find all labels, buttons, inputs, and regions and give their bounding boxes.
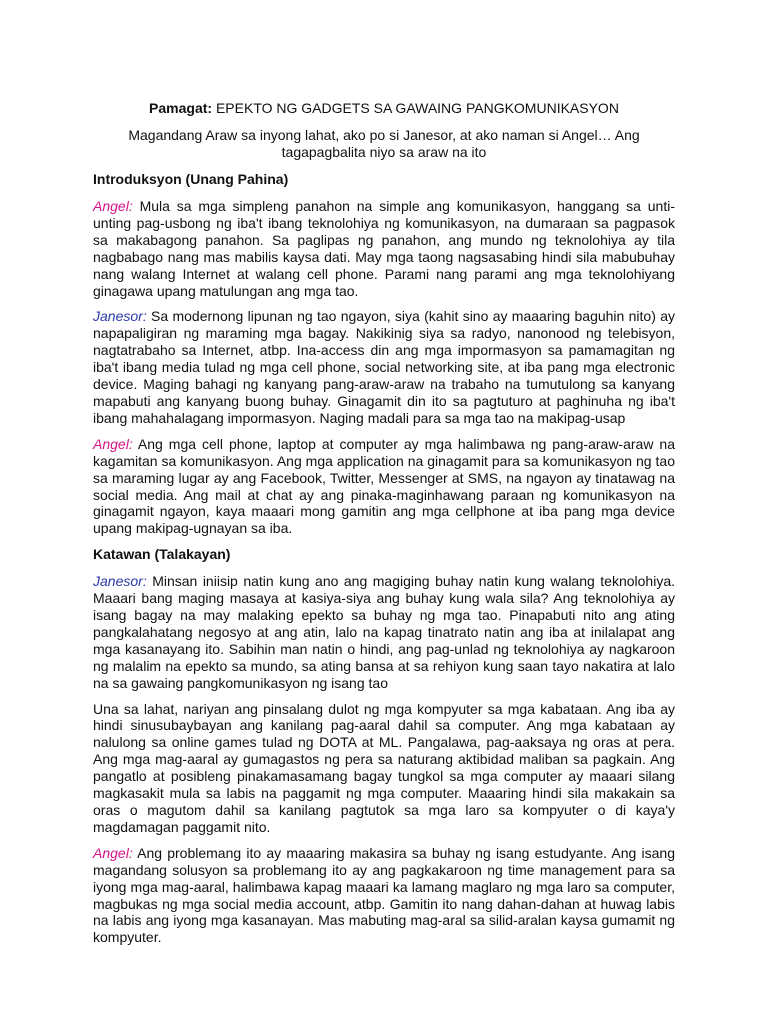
- speaker-name: Janesor: [93, 308, 143, 325]
- speaker-name: Janesor: [93, 573, 143, 590]
- paragraph-text: Mula sa mga simpleng panahon na simple ang komunikasyon, hanggang sa unti-unting pag-usbong ng iba't ibang teknolohiya ng komunikasyon, na dumaraan sa pagpasok sa makabagong panahon. Sa paglipas ng panahon, ang mundo ng teknolohiya ay tila nagbabago nang mas mabilis kaysa dati. May mga taong nagsasabing hindi sila mabubuhay nang walang Internet at walang cell phone. Parami nang parami ang mga teknolohiyang ginagawa upang matulungan ang mga tao.: [93, 198, 675, 299]
- speaker-colon: :: [142, 308, 147, 325]
- paragraph-text: Ang mga cell phone, laptop at computer ay mga halimbawa ng pang-araw-araw na kagamitan sa komunikasyon. Ang mga application na ginagamit para sa komunikasyon ng tao sa maraming lugar ay ang Facebook, Twitter, Messenger at SMS, na ngayon ay tinatawag na social media. Ang mail at chat ay ang pinaka-maginhawang paraan ng komunikasyon na ginagamit ngayon, kaya maaari mong gamitin ang mga cellphone at iba pang mga device upang makipag-ugnayan sa iba.: [93, 435, 675, 537]
- title-text: EPEKTO NG GADGETS SA GAWAING PANGKOMUNIKASYON: [215, 100, 619, 116]
- paragraph-text: Ang problemang ito ay maaaring makasira sa buhay ng isang estudyante. Ang isang magandang solusyon sa problemang ito ay ang pagkakaroon ng time management para sa iyong mga mag-aaral, halimbawa kapag maaari ka lamang maglaro ng mga laro sa computer, magbukas ng mga social media account, atbp. Gamitin ito nang dahan-dahan at huwag labis na labis ang iyong mga kasanayan. Mas mabuting mag-aral sa silid-aralan kaysa gumamit ng kompyuter.: [93, 844, 675, 946]
- paragraph: [93, 436, 675, 537]
- paragraph: [93, 573, 675, 691]
- speaker-colon: :: [142, 573, 147, 590]
- speaker-colon: :: [128, 844, 133, 861]
- speaker-name: Angel: [93, 198, 129, 214]
- paragraph-text: Una sa lahat, nariyan ang pinsalang dulot ng mga kompyuter sa mga kabataan. Ang iba ay hindi sinusubaybayan ang kanilang pag-aaral dahil sa computer. Ang mga kabataan ay nalulong sa online games tulad ng DOTA at ML. Pangalawa, pag-aaksaya ng oras at pera. Ang mga mag-aaral ay gumagastos ng pera sa naturang aktibidad maliban sa pagkain. Ang pangatlo at posibleng pinakamasamang bagay tungkol sa mga computer ay maaari silang magkasakit mula sa labis na paggamit ng mga computer. Maaaring hindi sila makakain sa oras o magutom dahil sa kanilang pagtutok sa mga laro sa kompyuter o di kaya'y magdamagan paggamit nito.: [93, 700, 675, 835]
- paragraph: [93, 845, 675, 946]
- paragraph-text: Sa modernong lipunan ng tao ngayon, siya (kahit sino ay maaaring baguhin nito) ay napapaligiran ng maraming mga bagay. Nakikinig siya sa radyo, nanonood ng telebisyon, nagtatrabaho sa Internet, atbp. Ina-access din ang mga impormasyon sa pamamagitan ng iba't ibang media tulad ng mga cell phone, social networking site, at iba pang mga electronic device. Maging bahagi ng kanyang pang-araw-araw na trabaho na tumutulong sa kanyang mapabuti ang kanyang buong buhay. Ginagamit din ito sa pagtuturo at paghinuha ng iba't ibang mahahalagang impormasyon. Naging madali para sa mga tao na makipag-usap: [93, 308, 675, 426]
- document-page: [93, 100, 675, 955]
- section-heading-katawan: Katawan (Talakayan): [93, 546, 231, 563]
- speaker-name: Angel: [93, 435, 129, 452]
- paragraph: [93, 308, 675, 426]
- paragraph: [93, 701, 675, 836]
- paragraph: [93, 198, 675, 299]
- speaker-colon: :: [128, 198, 133, 214]
- speaker-colon: :: [128, 435, 133, 452]
- paragraph-text: Minsan iniisip natin kung ano ang magiging buhay natin kung walang teknolohiya. Maaari bang maging masaya at kasiya-siya ang buhay kung wala sila? Ang teknolohiya ay isang bagay na may malaking epekto sa buhay ng mga tao. Pinapabuti nito ang ating pangkalahatang negosyo at ang atin, lalo na kapag tinatrato natin ang iba at inilalapat ang mga kasanayang ito. Sabihin man natin o hindi, ang pag-unlad ng teknolohiya ay nagkaroon ng malalim na epekto sa mundo, sa ating bansa at sa rehiyon kung saan tayo nakatira at lalo na sa gawaing pangkomunikasyon ng isang tao: [93, 573, 675, 691]
- document-title: [93, 100, 675, 117]
- section-heading-introduksyon: Introduksyon (Unang Pahina): [93, 171, 289, 187]
- speaker-name: Angel: [93, 844, 129, 861]
- greeting-line: Magandang Araw sa inyong lahat, ako po si Janesor, at ako naman si Angel… Ang tagapagbalita niyo sa araw na ito: [128, 127, 640, 160]
- title-label: Pamagat:: [149, 100, 213, 116]
